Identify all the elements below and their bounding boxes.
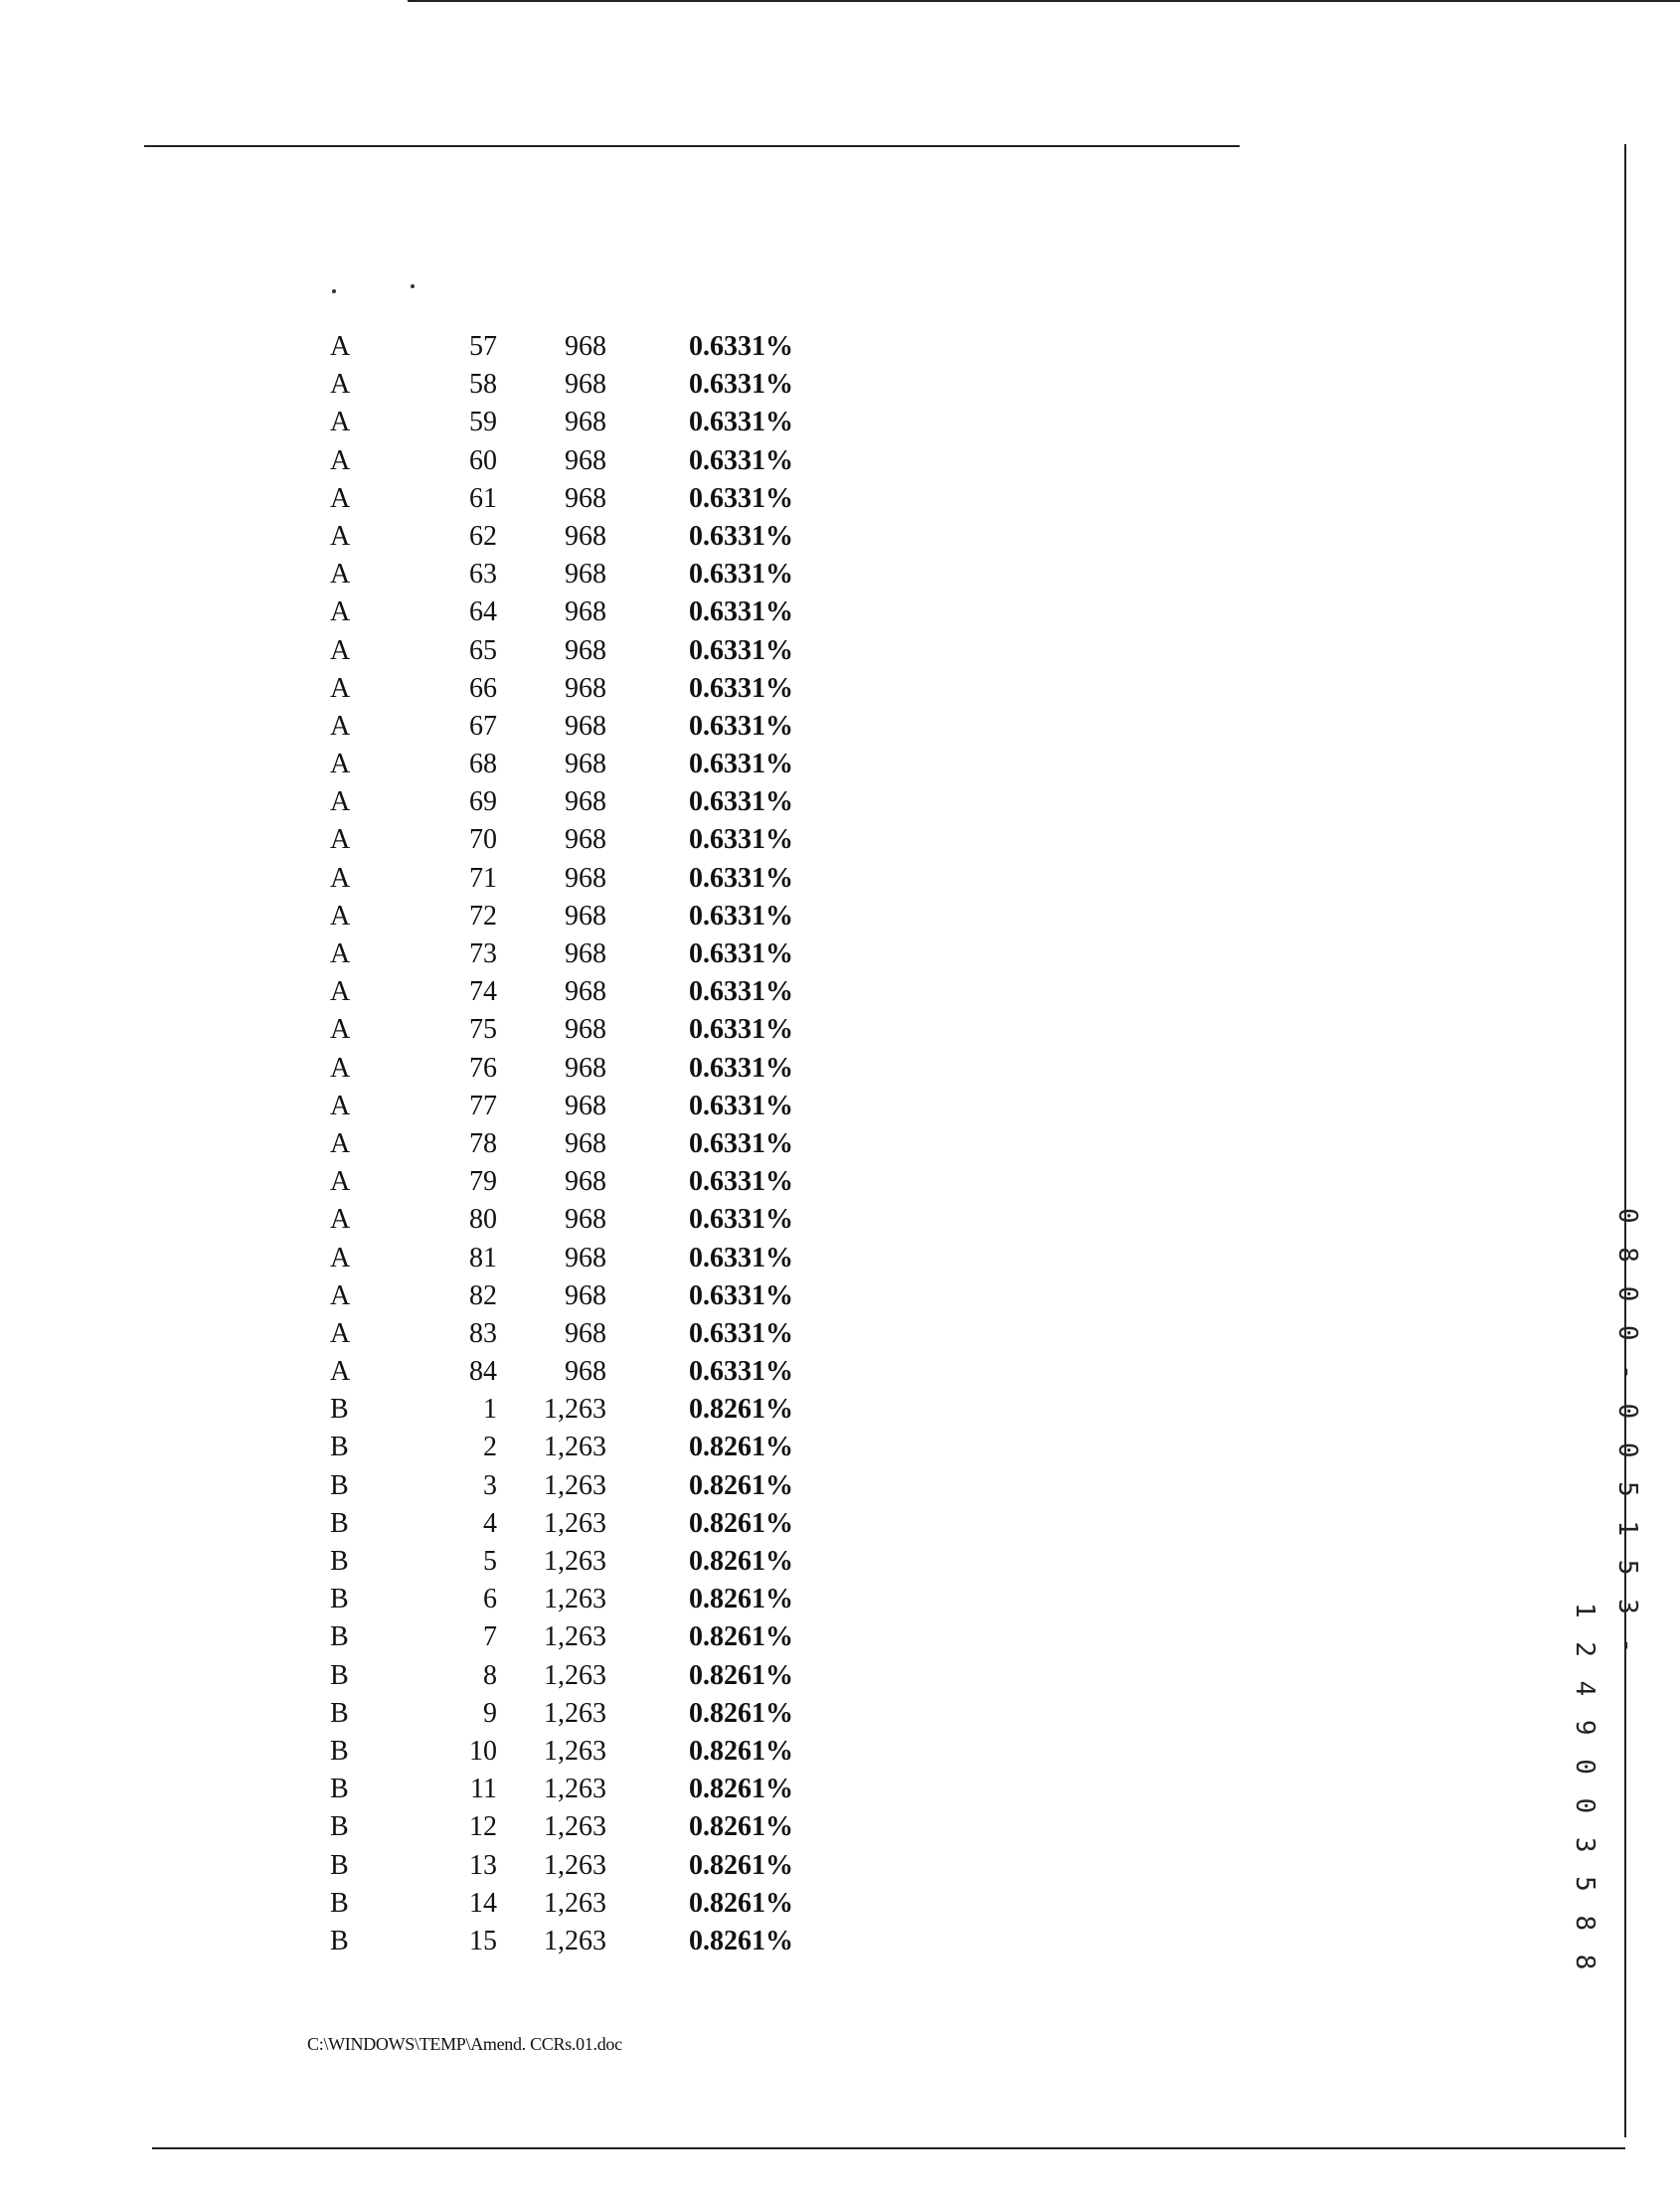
unit-number-cell: 63 (469, 559, 497, 591)
percentage-cell: 0.6331% (689, 900, 793, 932)
unit-number-cell: 80 (469, 1204, 497, 1236)
amount-cell: 968 (565, 824, 606, 856)
unit-number-cell: 9 (483, 1697, 497, 1729)
percentage-cell: 0.8261% (689, 1394, 793, 1426)
unit-class-cell: B (330, 1621, 349, 1653)
unit-number-cell: 60 (469, 444, 497, 476)
percentage-cell: 0.8261% (689, 1849, 793, 1881)
unit-class-cell: B (330, 1849, 349, 1881)
unit-class-cell: A (330, 331, 351, 362)
percentage-cell: 0.6331% (689, 824, 793, 856)
amount-cell: 1,263 (544, 1394, 606, 1426)
amount-cell: 968 (565, 482, 606, 514)
unit-number-cell: 14 (469, 1887, 497, 1919)
amount-cell: 968 (565, 1090, 606, 1121)
amount-cell: 968 (565, 1166, 606, 1198)
unit-number-cell: 70 (469, 824, 497, 856)
unit-number-cell: 7 (483, 1621, 497, 1653)
unit-class-cell: B (330, 1507, 349, 1539)
unit-class-cell: B (330, 1887, 349, 1919)
percentage-cell: 0.8261% (689, 1925, 793, 1956)
percentage-cell: 0.6331% (689, 559, 793, 591)
unit-class-cell: B (330, 1469, 349, 1501)
unit-class-cell: B (330, 1546, 349, 1577)
percentage-cell: 0.6331% (689, 749, 793, 780)
unit-class-cell: B (330, 1925, 349, 1956)
percentage-cell: 0.8261% (689, 1469, 793, 1501)
header-rule (144, 145, 1240, 147)
unit-number-cell: 12 (469, 1811, 497, 1843)
unit-class-cell: A (330, 1279, 351, 1311)
unit-class-cell: B (330, 1774, 349, 1805)
unit-class-cell: A (330, 1242, 351, 1273)
unit-class-cell: A (330, 1014, 351, 1046)
unit-number-cell: 13 (469, 1849, 497, 1881)
unit-class-cell: A (330, 900, 351, 932)
percentage-cell: 0.6331% (689, 1052, 793, 1084)
unit-number-cell: 62 (469, 520, 497, 552)
unit-number-cell: 59 (469, 407, 497, 438)
percentage-cell: 0.8261% (689, 1697, 793, 1729)
unit-number-cell: 11 (470, 1774, 497, 1805)
amount-cell: 1,263 (544, 1659, 606, 1691)
percentage-cell: 0.6331% (689, 1166, 793, 1198)
percentage-cell: 0.8261% (689, 1811, 793, 1843)
percentage-cell: 0.6331% (689, 444, 793, 476)
percentage-cell: 0.6331% (689, 1204, 793, 1236)
amount-cell: 1,263 (544, 1811, 606, 1843)
amount-cell: 968 (565, 559, 606, 591)
unit-class-cell: A (330, 710, 351, 742)
amount-cell: 968 (565, 1356, 606, 1388)
percentage-cell: 0.8261% (689, 1432, 793, 1463)
amount-cell: 1,263 (544, 1469, 606, 1501)
amount-cell: 968 (565, 634, 606, 666)
recording-stamp-2: 1 2 4 9 0 0 3 5 8 8 (1570, 1603, 1599, 1974)
unit-number-cell: 1 (483, 1394, 497, 1426)
percentage-cell: 0.6331% (689, 482, 793, 514)
unit-class-cell: A (330, 596, 351, 628)
percentage-cell: 0.8261% (689, 1735, 793, 1767)
unit-number-cell: 68 (469, 749, 497, 780)
right-margin-rule (1624, 144, 1626, 2137)
unit-number-cell: 15 (469, 1925, 497, 1956)
amount-cell: 968 (565, 331, 606, 362)
amount-cell: 968 (565, 369, 606, 401)
unit-number-cell: 76 (469, 1052, 497, 1084)
unit-class-cell: A (330, 1166, 351, 1198)
unit-class-cell: A (330, 1052, 351, 1084)
unit-class-cell: A (330, 520, 351, 552)
amount-cell: 968 (565, 862, 606, 894)
unit-number-cell: 83 (469, 1317, 497, 1349)
percentage-cell: 0.6331% (689, 786, 793, 818)
percentage-cell: 0.6331% (689, 1242, 793, 1273)
unit-class-cell: A (330, 824, 351, 856)
percentage-cell: 0.8261% (689, 1546, 793, 1577)
percentage-cell: 0.6331% (689, 938, 793, 969)
unit-class-cell: A (330, 1204, 351, 1236)
amount-cell: 1,263 (544, 1507, 606, 1539)
amount-cell: 968 (565, 1014, 606, 1046)
unit-number-cell: 69 (469, 786, 497, 818)
unit-class-cell: B (330, 1811, 349, 1843)
unit-number-cell: 2 (483, 1432, 497, 1463)
percentage-cell: 0.6331% (689, 1127, 793, 1159)
percentage-cell: 0.6331% (689, 1356, 793, 1388)
percentage-cell: 0.6331% (689, 331, 793, 362)
percentage-cell: 0.8261% (689, 1659, 793, 1691)
unit-number-cell: 77 (469, 1090, 497, 1121)
percentage-cell: 0.8261% (689, 1621, 793, 1653)
percentage-cell: 0.6331% (689, 710, 793, 742)
amount-cell: 1,263 (544, 1621, 606, 1653)
amount-cell: 968 (565, 1279, 606, 1311)
amount-cell: 968 (565, 1204, 606, 1236)
unit-number-cell: 3 (483, 1469, 497, 1501)
amount-cell: 1,263 (544, 1849, 606, 1881)
amount-cell: 1,263 (544, 1432, 606, 1463)
unit-class-cell: A (330, 369, 351, 401)
unit-number-cell: 57 (469, 331, 497, 362)
amount-cell: 968 (565, 749, 606, 780)
top-edge-rule (408, 0, 1680, 2)
footer-file-path: C:\WINDOWS\TEMP\Amend. CCRs.01.doc (307, 2034, 622, 2054)
amount-cell: 1,263 (544, 1925, 606, 1956)
percentage-cell: 0.6331% (689, 672, 793, 704)
unit-number-cell: 4 (483, 1507, 497, 1539)
amount-cell: 968 (565, 938, 606, 969)
percentage-cell: 0.8261% (689, 1774, 793, 1805)
unit-number-cell: 6 (483, 1584, 497, 1615)
percentage-cell: 0.6331% (689, 596, 793, 628)
unit-class-cell: A (330, 482, 351, 514)
unit-class-cell: A (330, 1090, 351, 1121)
unit-number-cell: 10 (469, 1735, 497, 1767)
unit-class-cell: A (330, 786, 351, 818)
unit-number-cell: 8 (483, 1659, 497, 1691)
percentage-cell: 0.6331% (689, 862, 793, 894)
percentage-cell: 0.6331% (689, 520, 793, 552)
unit-class-cell: A (330, 1356, 351, 1388)
unit-class-cell: A (330, 672, 351, 704)
unit-number-cell: 67 (469, 710, 497, 742)
percentage-cell: 0.6331% (689, 369, 793, 401)
percentage-cell: 0.6331% (689, 1090, 793, 1121)
percentage-cell: 0.6331% (689, 634, 793, 666)
unit-class-cell: A (330, 938, 351, 969)
amount-cell: 968 (565, 520, 606, 552)
unit-class-cell: A (330, 862, 351, 894)
unit-number-cell: 66 (469, 672, 497, 704)
unit-number-cell: 61 (469, 482, 497, 514)
unit-number-cell: 78 (469, 1127, 497, 1159)
percentage-cell: 0.8261% (689, 1507, 793, 1539)
unit-class-cell: A (330, 407, 351, 438)
bottom-rule (152, 2147, 1625, 2149)
amount-cell: 968 (565, 976, 606, 1008)
unit-class-cell: A (330, 444, 351, 476)
unit-class-cell: B (330, 1659, 349, 1691)
percentage-cell: 0.6331% (689, 407, 793, 438)
unit-number-cell: 58 (469, 369, 497, 401)
amount-cell: 1,263 (544, 1546, 606, 1577)
amount-cell: 1,263 (544, 1584, 606, 1615)
percentage-cell: 0.8261% (689, 1887, 793, 1919)
amount-cell: 1,263 (544, 1887, 606, 1919)
unit-class-cell: A (330, 976, 351, 1008)
unit-class-cell: A (330, 1127, 351, 1159)
percentage-cell: 0.8261% (689, 1584, 793, 1615)
unit-number-cell: 73 (469, 938, 497, 969)
unit-number-cell: 5 (483, 1546, 497, 1577)
unit-number-cell: 81 (469, 1242, 497, 1273)
unit-class-cell: B (330, 1584, 349, 1615)
amount-cell: 968 (565, 1317, 606, 1349)
amount-cell: 968 (565, 672, 606, 704)
unit-number-cell: 71 (469, 862, 497, 894)
amount-cell: 968 (565, 1052, 606, 1084)
unit-number-cell: 72 (469, 900, 497, 932)
percentage-cell: 0.6331% (689, 1317, 793, 1349)
scan-speck (332, 289, 336, 293)
unit-class-cell: A (330, 634, 351, 666)
amount-cell: 968 (565, 596, 606, 628)
amount-cell: 968 (565, 1242, 606, 1273)
amount-cell: 968 (565, 444, 606, 476)
amount-cell: 1,263 (544, 1774, 606, 1805)
unit-number-cell: 74 (469, 976, 497, 1008)
unit-class-cell: B (330, 1394, 349, 1426)
amount-cell: 1,263 (544, 1697, 606, 1729)
unit-number-cell: 64 (469, 596, 497, 628)
unit-number-cell: 84 (469, 1356, 497, 1388)
percentage-cell: 0.6331% (689, 1279, 793, 1311)
recording-stamp-1: 0 8 0 0 - 0 0 5 1 5 3 - (1612, 1208, 1642, 1658)
unit-class-cell: B (330, 1697, 349, 1729)
amount-cell: 968 (565, 900, 606, 932)
scan-speck (411, 284, 415, 288)
amount-cell: 1,263 (544, 1735, 606, 1767)
unit-number-cell: 65 (469, 634, 497, 666)
percentage-cell: 0.6331% (689, 976, 793, 1008)
amount-cell: 968 (565, 407, 606, 438)
percentage-cell: 0.6331% (689, 1014, 793, 1046)
unit-number-cell: 82 (469, 1279, 497, 1311)
unit-number-cell: 75 (469, 1014, 497, 1046)
unit-class-cell: A (330, 559, 351, 591)
unit-class-cell: B (330, 1735, 349, 1767)
unit-class-cell: B (330, 1432, 349, 1463)
amount-cell: 968 (565, 786, 606, 818)
unit-class-cell: A (330, 1317, 351, 1349)
amount-cell: 968 (565, 1127, 606, 1159)
unit-class-cell: A (330, 749, 351, 780)
unit-number-cell: 79 (469, 1166, 497, 1198)
amount-cell: 968 (565, 710, 606, 742)
